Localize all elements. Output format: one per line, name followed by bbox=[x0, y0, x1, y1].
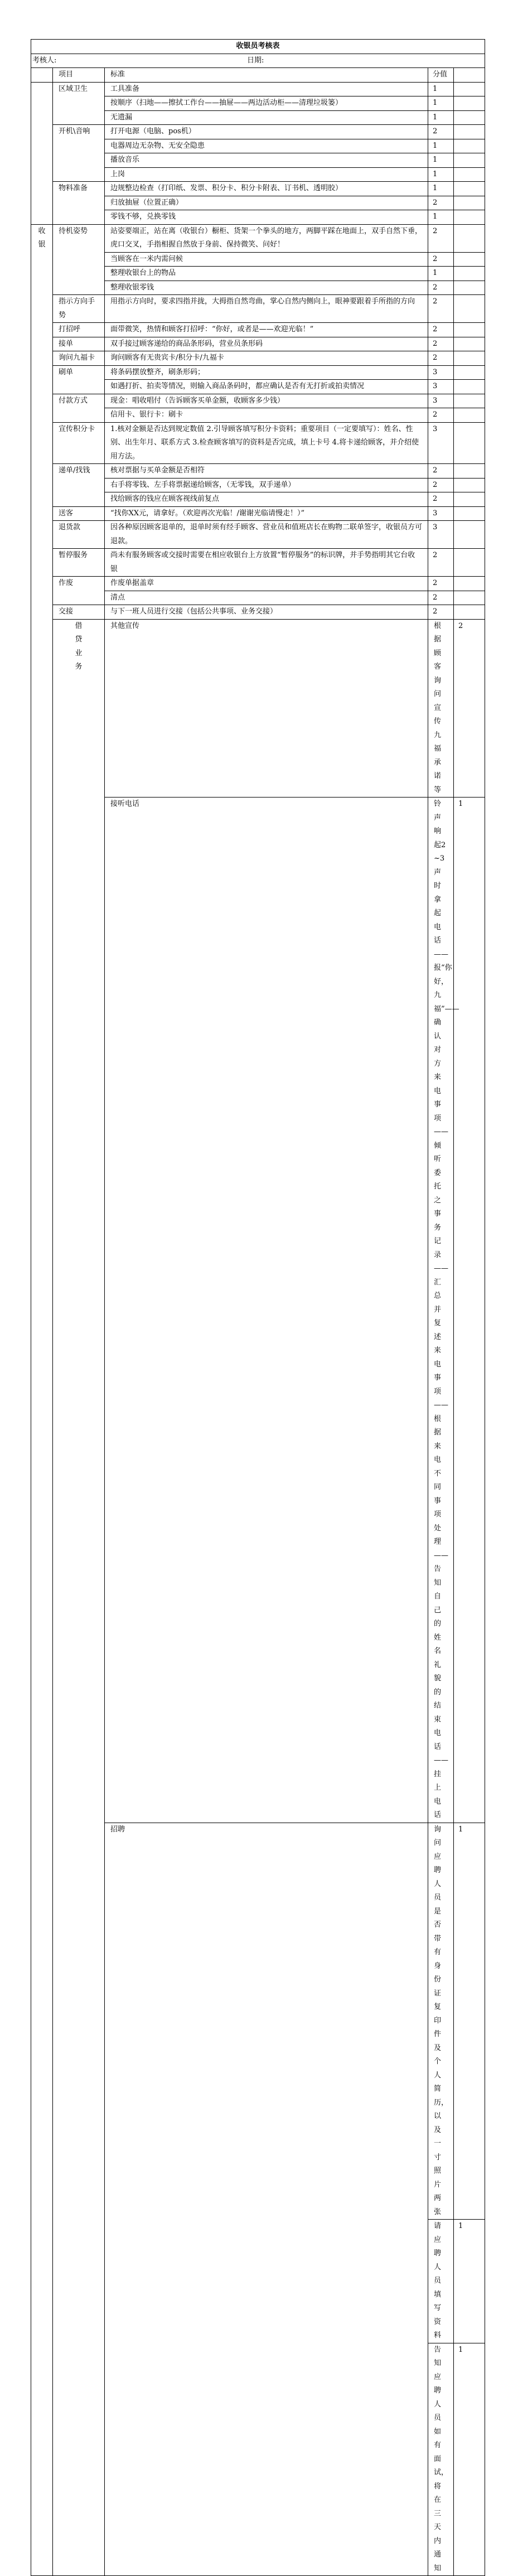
item-farewell: 送客 bbox=[53, 506, 105, 521]
standard-cell: 面带微笑，热情和顾客打招呼：“你好，或者是——欢迎光临！” bbox=[105, 323, 428, 337]
standard-cell: 清点 bbox=[105, 591, 428, 605]
rating-cell bbox=[454, 139, 485, 153]
standard-cell: 尚未有服务顾客或交接时需要在相应收银台上方放置“暂停服务”的标识牌，并手势指明其它台收银 bbox=[105, 549, 428, 577]
score-cell: 1 bbox=[428, 210, 454, 225]
standard-cell: 打开电源（电脑、pos机） bbox=[105, 125, 428, 139]
rating-cell bbox=[454, 506, 485, 521]
rating-cell bbox=[454, 196, 485, 210]
score-cell: 1 bbox=[428, 182, 454, 196]
rating-cell bbox=[454, 422, 485, 464]
rating-cell bbox=[454, 125, 485, 139]
score-cell: 1 bbox=[428, 82, 454, 96]
score-cell: 1 bbox=[428, 110, 454, 125]
item-scan: 刷单 bbox=[53, 365, 105, 394]
score-cell: 1 bbox=[454, 2343, 485, 2576]
score-cell: 2 bbox=[428, 295, 454, 323]
standard-cell: 1.核对金额是否达到规定数值 2.引导顾客填写积分卡资料；重要项目（一定要填写）：姓名、性别、出生年月、联系方式 3.检查顾客填写的资料是否完成，填上卡号 4.将卡递给顾客，并介绍使用方法。 bbox=[105, 422, 428, 464]
standard-cell: 站姿要端正，站在离（收银台）橱柜、货架一个拳头的地方，两脚平踩在地面上，双手自然下垂，虎口交叉，手指相握自然放于身前、保持微笑、问好！ bbox=[105, 224, 428, 252]
score-cell: 2 bbox=[428, 492, 454, 507]
item-change: 递单/找钱 bbox=[53, 464, 105, 507]
item-refund: 退货款 bbox=[53, 521, 105, 549]
score-cell: 3 bbox=[428, 394, 454, 408]
score-cell: 2 bbox=[428, 478, 454, 492]
rating-cell bbox=[454, 408, 485, 423]
standard-cell: 核对票据与买单金额是否相符 bbox=[105, 464, 428, 479]
rating-cell bbox=[454, 295, 485, 323]
standard-cell: 工具准备 bbox=[105, 82, 428, 96]
standard-cell: 如遇打折、拍卖等情况，则输入商品条码时，都应确认是否有无打折或拍卖情况 bbox=[105, 380, 428, 394]
item-pause: 暂停服务 bbox=[53, 549, 105, 577]
rating-cell bbox=[454, 380, 485, 394]
standard-cell: 整理收银零钱 bbox=[105, 281, 428, 295]
score-cell: 2 bbox=[428, 351, 454, 366]
standard-cell: 上岗 bbox=[105, 167, 428, 182]
item-receive: 接单 bbox=[53, 337, 105, 351]
item-handover: 交接 bbox=[53, 605, 105, 620]
standard-cell: 零钱不够，兑换零钱 bbox=[105, 210, 428, 225]
page-title: 收银员考核表 bbox=[31, 40, 485, 54]
standard-cell: 播放音乐 bbox=[105, 153, 428, 168]
category-prep bbox=[31, 82, 53, 224]
score-cell: 3 bbox=[428, 422, 454, 464]
category-char: 借 bbox=[75, 621, 83, 630]
rating-cell bbox=[454, 394, 485, 408]
score-cell: 2 bbox=[428, 224, 454, 252]
standard-cell: 将条码摆放整齐，刷条形码； bbox=[105, 365, 428, 380]
score-cell: 1 bbox=[428, 167, 454, 182]
rating-cell bbox=[454, 210, 485, 225]
rating-cell bbox=[454, 281, 485, 295]
score-cell: 1 bbox=[454, 2220, 485, 2343]
item-points-card: 宣传积分卡 bbox=[53, 422, 105, 464]
header-blank bbox=[454, 68, 485, 83]
item-promo: 其他宣传 bbox=[105, 619, 428, 798]
standard-cell: 电器周边无杂物、无安全隐患 bbox=[105, 139, 428, 153]
rating-cell bbox=[454, 549, 485, 577]
score-cell: 2 bbox=[428, 252, 454, 267]
standard-cell: 询问应聘人员是否带有身份证复印件及个人简历，以及一寸照片两张 bbox=[428, 1823, 454, 2220]
rating-cell bbox=[454, 365, 485, 380]
header-score: 分值 bbox=[428, 68, 454, 83]
score-cell: 1 bbox=[428, 267, 454, 281]
score-cell: 1 bbox=[454, 1823, 485, 2220]
category-char: 银 bbox=[38, 240, 46, 249]
score-cell: 2 bbox=[428, 549, 454, 577]
rating-cell bbox=[454, 591, 485, 605]
standard-cell: 右手将零钱、左手将票据递给顾客，（无零钱，双手递单） bbox=[105, 478, 428, 492]
score-cell: 3 bbox=[428, 365, 454, 380]
rating-cell bbox=[454, 577, 485, 591]
standard-cell: 当顾客在一米内需问候 bbox=[105, 252, 428, 267]
standard-cell: 信用卡、银行卡：刷卡 bbox=[105, 408, 428, 423]
item-payment: 付款方式 bbox=[53, 394, 105, 422]
standard-cell: 现金：唱收唱付（告诉顾客买单金额，收顾客多少钱） bbox=[105, 394, 428, 408]
score-cell: 1 bbox=[454, 798, 485, 1823]
rating-cell bbox=[454, 167, 485, 182]
category-other bbox=[53, 619, 105, 2576]
standard-cell: 无遗漏 bbox=[105, 110, 428, 125]
rating-cell bbox=[454, 337, 485, 351]
item-greeting: 打招呼 bbox=[53, 323, 105, 337]
score-cell: 2 bbox=[428, 591, 454, 605]
standard-cell: 请应聘人员填写资料 bbox=[428, 2220, 454, 2343]
item-area-hygiene: 区域卫生 bbox=[53, 82, 105, 125]
item-void: 作废 bbox=[53, 577, 105, 605]
rating-cell bbox=[454, 323, 485, 337]
header-item: 项目 bbox=[53, 68, 105, 83]
score-cell: 1 bbox=[428, 139, 454, 153]
rating-cell bbox=[454, 182, 485, 196]
standard-cell: 作废单据盖章 bbox=[105, 577, 428, 591]
standard-cell: 双手接过顾客递给的商品条形码，营业员条形码 bbox=[105, 337, 428, 351]
item-phone: 接听电话 bbox=[105, 798, 428, 1823]
rating-cell bbox=[454, 492, 485, 507]
rating-cell bbox=[454, 464, 485, 479]
score-cell: 2 bbox=[428, 577, 454, 591]
score-cell: 2 bbox=[454, 619, 485, 798]
score-cell: 2 bbox=[428, 337, 454, 351]
category-char: 贷 bbox=[75, 635, 83, 644]
score-cell: 2 bbox=[428, 125, 454, 139]
score-cell: 2 bbox=[428, 281, 454, 295]
score-cell: 2 bbox=[428, 323, 454, 337]
standard-cell: “找你XX元，请拿好。（欢迎再次光临！/谢谢光临请慢走！）” bbox=[105, 506, 428, 521]
rating-cell bbox=[454, 224, 485, 252]
score-cell: 2 bbox=[428, 196, 454, 210]
rating-cell bbox=[454, 605, 485, 620]
category-char: 业 bbox=[75, 649, 83, 658]
standard-cell: 与下一班人员进行交接（包括公共事项、业务交接） bbox=[105, 605, 428, 620]
standard-cell: 告知应聘人员如有面试，将在三天内通知 bbox=[428, 2343, 454, 2576]
standard-cell: 询问顾客有无贵宾卡/积分卡/九福卡 bbox=[105, 351, 428, 366]
rating-cell bbox=[454, 153, 485, 168]
standard-cell: 按顺序（扫地——擦拭工作台——抽屉——两边活动柜——清理垃圾篓） bbox=[105, 96, 428, 111]
score-cell: 3 bbox=[428, 380, 454, 394]
date-label: 日期: bbox=[247, 56, 264, 65]
standard-cell: 归放抽屉（位置正确） bbox=[105, 196, 428, 210]
rating-cell bbox=[454, 252, 485, 267]
header-category bbox=[31, 68, 53, 83]
rating-cell bbox=[454, 521, 485, 549]
header-standard: 标准 bbox=[105, 68, 428, 83]
rating-cell bbox=[454, 478, 485, 492]
assessor-label: 考核人: bbox=[32, 56, 57, 65]
item-materials: 物料准备 bbox=[53, 182, 105, 225]
score-cell: 2 bbox=[428, 464, 454, 479]
score-cell: 3 bbox=[428, 521, 454, 549]
standard-cell: 根据顾客询问宣传九福承诺等 bbox=[428, 619, 454, 798]
category-cashier bbox=[31, 224, 53, 2576]
rating-cell bbox=[454, 82, 485, 96]
assessment-table bbox=[31, 39, 485, 2576]
rating-cell bbox=[454, 96, 485, 111]
category-char: 务 bbox=[75, 663, 83, 671]
score-cell: 1 bbox=[428, 96, 454, 111]
score-cell: 1 bbox=[428, 153, 454, 168]
score-cell: 3 bbox=[428, 506, 454, 521]
standard-cell: 边规整边检查（打印纸、发票、积分卡、积分卡附表、订书机、透明胶） bbox=[105, 182, 428, 196]
item-nine-card: 询问九福卡 bbox=[53, 351, 105, 366]
meta-row bbox=[31, 54, 485, 68]
rating-cell bbox=[454, 110, 485, 125]
standard-cell: 因各种原因顾客退单的，退单时须有经手顾客、营业员和值班店长在购物二联单签字，收银员方可退款。 bbox=[105, 521, 428, 549]
category-char: 收 bbox=[38, 226, 46, 235]
standard-cell: 找给顾客的钱应在顾客视线前复点 bbox=[105, 492, 428, 507]
standard-cell: 用指示方向时，要求四指并拢，大拇指自然弯曲，掌心自然内侧向上，眼神要跟着手所指的方向 bbox=[105, 295, 428, 323]
score-cell: 2 bbox=[428, 605, 454, 620]
standard-cell: 整理收银台上的物品 bbox=[105, 267, 428, 281]
item-standby: 待机姿势 bbox=[53, 224, 105, 295]
rating-cell bbox=[454, 351, 485, 366]
rating-cell bbox=[454, 267, 485, 281]
item-power-sound: 开机\音响 bbox=[53, 125, 105, 182]
item-recruit: 招聘 bbox=[105, 1823, 428, 2576]
item-pointing: 指示方向手势 bbox=[53, 295, 105, 323]
score-cell: 2 bbox=[428, 408, 454, 423]
standard-cell: 铃声响起2~3声时拿起电话——报“你好，九福”——确认对方来电事项——倾听委托之事务记录——汇总并复述来电事项——根据来电不同事项处理——告知自己的姓名礼貌的结束电话——挂上电话 bbox=[428, 798, 454, 1823]
